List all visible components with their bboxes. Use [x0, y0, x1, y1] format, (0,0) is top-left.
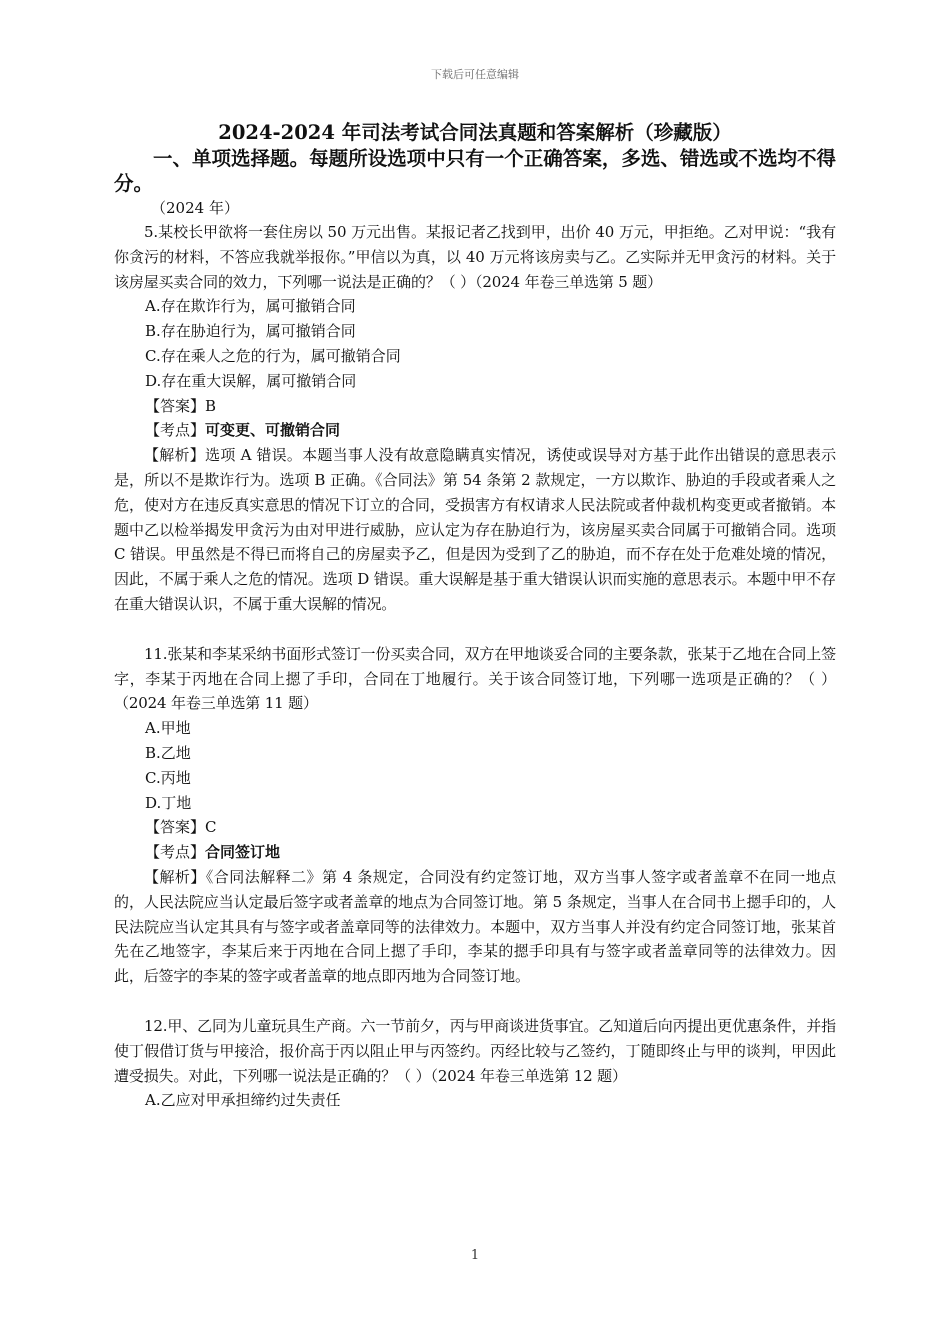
question-11: [114, 642, 836, 989]
option-c: C.丙地: [145, 768, 191, 787]
analysis: 【解析】《合同法解释二》第 4 条规定，合同没有约定签订地，双方当事人签字或者盖章不在同一地点的，人民法院应当认定最后签字或者盖章的地点为合同签订地。第 5 条规定，当事人在合同书上摁手印的，人民法院应当认定其具有与签字或者盖章同等的法律效力。本题中，双方当事人并没有约定合同签订地，张某首先在乙地签字，李某后来于丙地在合同上摁了手印，李某的摁手印具有与签字或者盖章同等的法律效力。因此，后签字的李某的签字或者盖章的地点即丙地为合同签订地。: [114, 867, 836, 986]
analysis: 【解析】选项 A 错误。本题当事人没有故意隐瞒真实情况，诱使或误导对方基于此作出错误的意思表示是，所以不是欺诈行为。选项 B 正确。《合同法》第 54 条第 2 款规定，一方以欺诈、胁迫的手段或者乘人之危，使对方在违反真实意思的情况下订立的合同，受损害方有权请求人民法院或者仲裁机构变更或者撤销。本题中乙以检举揭发甲贪污为由对甲进行威胁，应认定为存在胁迫行为，该房屋买卖合同属于可撤销合同。选项 C 错误。甲虽然是不得已而将自己的房屋卖予乙，但是因为受到了乙的胁迫，而不存在处于危难处境的情况，因此，不属于乘人之危的情况。选项 D 错误。重大误解是基于重大错误认识而实施的意思表示。本题中甲不存在重大错误认识，不属于重大误解的情况。: [114, 446, 836, 613]
kaodian-text: 合同签订地: [205, 843, 281, 862]
option-d: D.丁地: [145, 793, 192, 812]
answer: 【答案】B: [145, 396, 217, 415]
header-note: 下载后可任意编辑: [431, 68, 519, 81]
question-stem: 11.张某和李某采纳书面形式签订一份买卖合同，双方在甲地谈妥合同的主要条款，张某于乙地在合同上签字，李某于丙地在合同上摁了手印，合同在丁地履行。关于该合同签订地，下列哪一选项是正确的？（ ）（2024 年卷三单选第 11 题）: [114, 644, 836, 713]
document-title: 2024-2024 年司法考试合同法真题和答案解析（珍藏版）: [218, 121, 732, 144]
option-b: B.乙地: [145, 743, 191, 762]
option-a: A.甲地: [145, 719, 191, 738]
option-d: D.存在重大误解，属可撤销合同: [145, 371, 357, 390]
option-a: A.乙应对甲承担缔约过失责任: [145, 1091, 341, 1110]
kaodian-label: 【考点】: [145, 421, 206, 440]
option-a: A.存在欺诈行为，属可撤销合同: [145, 297, 356, 316]
kaodian-label: 【考点】: [145, 843, 206, 862]
spacer: [114, 617, 836, 642]
document-body: [114, 120, 836, 1113]
question-5: [114, 220, 836, 617]
year-label: （2024 年）: [151, 199, 239, 217]
page-number: 1: [470, 1248, 480, 1263]
option-c: C.存在乘人之危的行为，属可撤销合同: [145, 346, 401, 365]
option-b: B.存在胁迫行为，属可撤销合同: [145, 322, 356, 341]
question-stem: 5.某校长甲欲将一套住房以 50 万元出售。某报记者乙找到甲，出价 40 万元，甲拒绝。乙对甲说：“我有你贪污的材料，不答应我就举报你。”甲信以为真，以 40 万元将该房卖与乙。乙实际并无甲贪污的材料。关于该房屋买卖合同的效力，下列哪一说法是正确的？（ ）（2024 年卷三单选第 5 题）: [114, 223, 836, 291]
kaodian: [114, 840, 836, 865]
answer: 【答案】C: [145, 818, 217, 837]
question-stem: 12.甲、乙同为儿童玩具生产商。六一节前夕，丙与甲商谈进货事宜。乙知道后向丙提出更优惠条件，并指使丁假借订货与甲接洽，报价高于丙以阻止甲与丙签约。丙经比较与乙签约，丁随即终止与甲的谈判，甲因此遭受损失。对此，下列哪一说法是正确的？（ ）（2024 年卷三单选第 12 题）: [114, 1016, 836, 1085]
section-heading: 一、单项选择题。每题所设选项中只有一个正确答案，多选、错选或不选均不得分。: [114, 147, 836, 195]
kaodian-text: 可变更、可撤销合同: [205, 421, 341, 440]
question-12: [114, 1014, 836, 1113]
kaodian: [114, 418, 836, 443]
spacer: [114, 989, 836, 1014]
